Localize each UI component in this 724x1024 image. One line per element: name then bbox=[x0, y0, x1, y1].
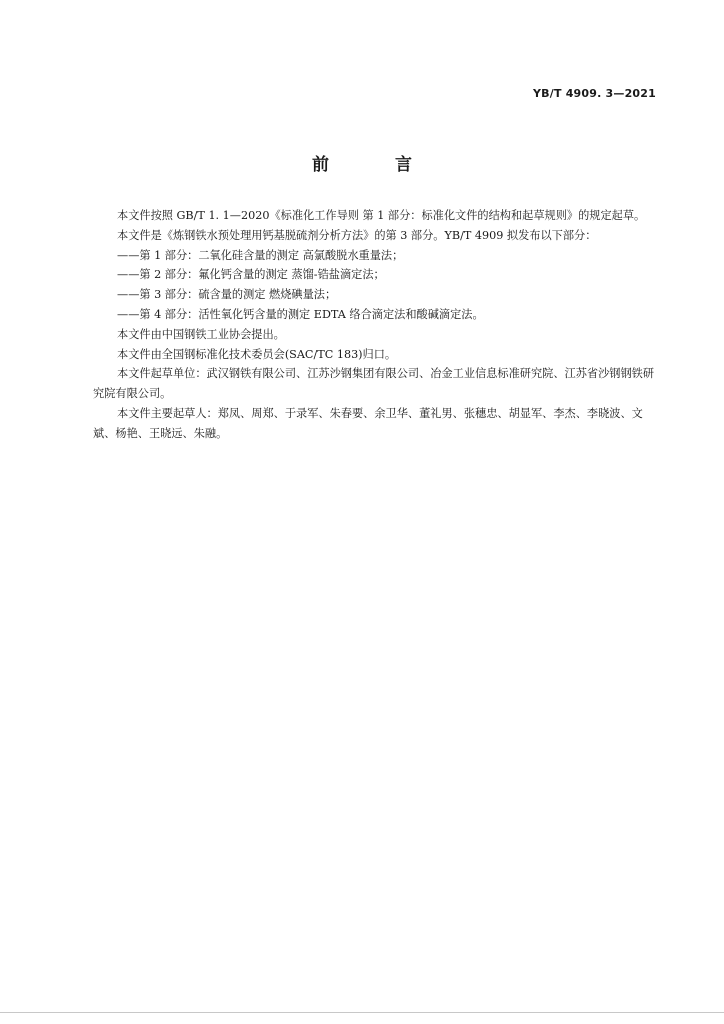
drafting-units-paragraph: 本文件起草单位：武汉钢铁有限公司、江苏沙钢集团有限公司、冶金工业信息标准研究院、江苏省沙钢钢铁研究院有限公司。 bbox=[93, 367, 655, 401]
page-title: 前 言 bbox=[312, 155, 442, 175]
part-list-item: ——第 2 部分：氟化钙含量的测定 蒸馏-锆盐滴定法； bbox=[117, 268, 385, 282]
drafting-basis-paragraph: 本文件按照 GB/T 1. 1—2020《标准化工作导则 第 1 部分：标准化文件的结构和起草规则》的规定起草。 bbox=[117, 209, 646, 222]
part-relation-paragraph: 本文件是《炼钢铁水预处理用钙基脱硫剂分析方法》的第 3 部分。YB/T 4909 拟发布以下部分： bbox=[117, 228, 597, 242]
proposer-paragraph: 本文件由中国钢铁工业协会提出。 bbox=[117, 327, 285, 341]
part-list-item: ——第 1 部分：二氧化硅含量的测定 高氯酸脱水重量法； bbox=[117, 248, 404, 262]
foreword-body bbox=[93, 206, 663, 444]
document-code: YB/T 4909. 3—2021 bbox=[533, 87, 656, 100]
technical-committee-paragraph: 本文件由全国钢标准化技术委员会(SAC/TC 183)归口。 bbox=[117, 347, 397, 361]
page-bottom-divider bbox=[0, 1012, 724, 1013]
part-list-item: ——第 3 部分：硫含量的测定 燃烧碘量法； bbox=[117, 288, 337, 302]
part-list-item: ——第 4 部分：活性氧化钙含量的测定 EDTA 络合滴定法和酸碱滴定法。 bbox=[117, 307, 484, 321]
drafters-paragraph: 本文件主要起草人：郑凤、周郑、于录军、朱春要、余卫华、董礼男、张穗忠、胡显军、李杰、李晓波、文斌、杨艳、王晓远、朱融。 bbox=[93, 406, 643, 440]
